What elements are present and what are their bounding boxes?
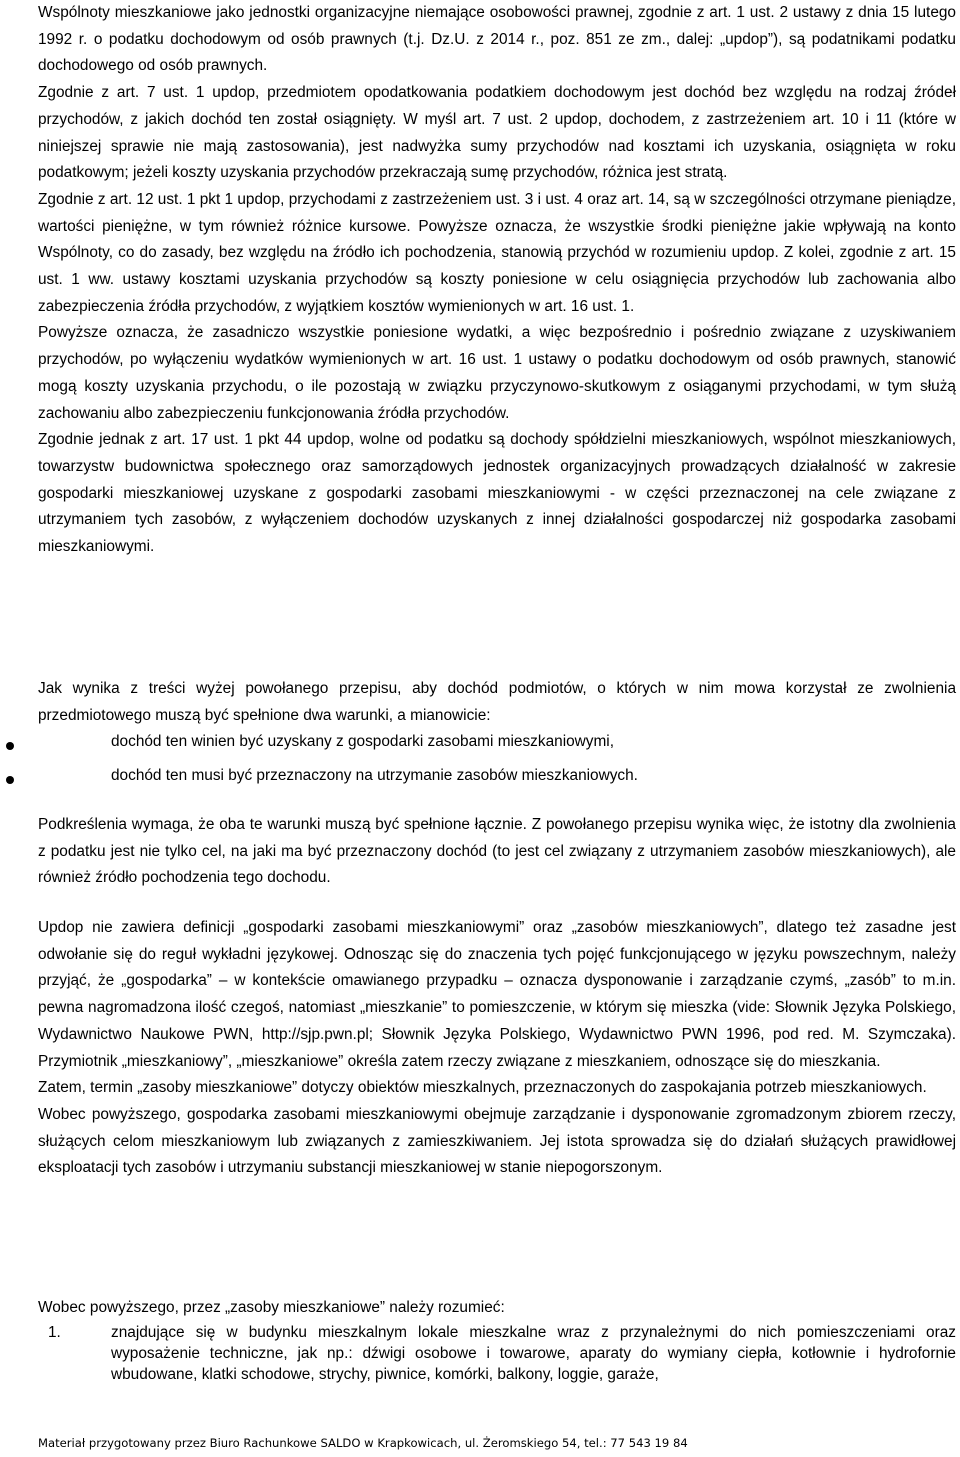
paragraph: Wspólnoty mieszkaniowe jako jednostki organizacyjne niemające osobowości prawnej, zgodnie z art. 1 ust. 2 ustawy z dnia 15 lutego 1992 r. o podatku dochodowym od osób prawnych (t.j. Dz.U. z 2014 r., poz. 851 ze zm., dalej: „updop”), są podatnikami podatku dochodowego od osób prawnych. — [38, 4, 956, 75]
list-item-text: dochód ten musi być przeznaczony na utrzymanie zasobów mieszkaniowych. — [111, 767, 638, 784]
list-item — [0, 766, 960, 800]
paragraph: Zgodnie jednak z art. 17 ust. 1 pkt 44 updop, wolne od podatku są dochody spółdzielni mieszkaniowych, wspólnot mieszkaniowych, towarzystw budownictwa społecznego oraz samorządowych jednostek organizacyjnych prowadzących działalność w zakresie gospodarki mieszkaniowej uzyskane z gospodarki zasobami mieszkaniowymi - w części przeznaczonej na cele związane z utrzymaniem tych zasobów, z wyłączeniem dochodów uzyskanych z innej działalności gospodarczej niż gospodarka zasobami mieszkaniowymi. — [38, 431, 956, 556]
paragraph: Updop nie zawiera definicji „gospodarki zasobami mieszkaniowymi” oraz „zasobów mieszkaniowych”, dlatego też zasadne jest odwołanie się do reguł wykładni językowej. Odnosząc się do znaczenia tych pojęć funkcjonującego w języku powszechnym, należy przyjąć, że „gospodarka” – w kontekście omawianego przypadku – oznacza dysponowanie i zarządzanie czymś, „zasób” to m.in. pewna nagromadzona ilość czegoś, natomiast „mieszkanie” to pomieszczenie, w którym się mieszka (vide: Słownik Języka Polskiego, Wydawnictwo Naukowe PWN, http://sjp.pwn.pl; Słownik Języka Polskiego, Wydawnictwo PWN 1996, pod red. M. Szymczaka). Przymiotnik „mieszkaniowy”, „mieszkaniowe” określa zatem rzeczy związane z mieszkaniem, odnoszące się do mieszkania. — [38, 919, 956, 1070]
numbered-list — [38, 1322, 956, 1385]
section-exemption-conditions — [38, 676, 956, 729]
paragraph: Zgodnie z art. 7 ust. 1 updop, przedmiotem opodatkowania podatkiem dochodowym jest dochód bez względu na rodzaj źródeł przychodów, z jakich dochód ten został osiągnięty. W myśl art. 7 ust. 2 updop, dochodem, z zastrzeżeniem art. 10 i 11 (które w niniejszej sprawie nie mają zastosowania), jest nadwyżka sumy przychodów nad kosztami ich uzyskania, osiągnięta w roku podatkowym; jeżeli koszty uzyskania przychodów przekraczają sumę przychodów, różnica jest stratą. — [38, 84, 956, 182]
section-definitions — [38, 915, 956, 1182]
list-item — [38, 1322, 956, 1385]
paragraph: Powyższe oznacza, że zasadniczo wszystkie poniesione wydatki, a więc bezpośrednio i pośrednio związane z uzyskiwaniem przychodów, po wyłączeniu wydatków wymienionych w art. 16 ust. 1 ustawy o podatku dochodowym od osób prawnych, stanowić mogą koszty uzyskania przychodu, o ile pozostają w związku przyczynowo-skutkowym z osiąganymi przychodami, w tym służą zachowaniu albo zabezpieczeniu funkcjonowania źródła przychodów. — [38, 324, 956, 422]
section-joint-conditions — [38, 812, 956, 892]
paragraph: Jak wynika z treści wyżej powołanego przepisu, aby dochód podmiotów, o których w nim mowa korzystał ze zwolnienia przedmiotowego muszą być spełnione dwa warunki, a mianowicie: — [38, 680, 956, 724]
bullet-list — [0, 732, 960, 800]
section-tax-basics — [38, 0, 956, 561]
paragraph: Zatem, termin „zasoby mieszkaniowe” dotyczy obiektów mieszkalnych, przeznaczonych do zaspokajania potrzeb mieszkaniowych. — [38, 1079, 927, 1097]
paragraph: Zgodnie z art. 12 ust. 1 pkt 1 updop, przychodami z zastrzeżeniem ust. 3 i ust. 4 oraz art. 14, są w szczególności otrzymane pieniądze, wartości pieniężne, w tym również różnice kursowe. Powyższe oznacza, że wszystkie środki pieniężne jakie wpływają na konto Wspólnoty, co do zasady, bez względu na źródło ich pochodzenia, stanowią przychód w rozumieniu updop. Z kolei, zgodnie z art. 15 ust. 1 ww. ustawy kosztami uzyskania przychodów są koszty poniesione w celu osiągnięcia przychodów lub zachowania albo zabezpieczenia źródła przychodów, z wyjątkiem kosztów wymienionych w art. 16 ust. 1. — [38, 190, 956, 315]
list-item-text: dochód ten winien być uzyskany z gospodarki zasobami mieszkaniowymi, — [111, 733, 614, 750]
list-item — [0, 732, 960, 766]
list-item-number: 1. — [48, 1324, 61, 1341]
section-resources-intro — [38, 1297, 956, 1319]
bullet-icon — [6, 776, 14, 784]
paragraph: Wobec powyższego, przez „zasoby mieszkaniowe” należy rozumieć: — [38, 1299, 505, 1316]
bullet-icon — [6, 742, 14, 750]
page-footer: Materiał przygotowany przez Biuro Rachunkowe SALDO w Krapkowicach, ul. Żeromskiego 54, tel.: 77 543 19 84 — [38, 1436, 688, 1450]
paragraph: Wobec powyższego, gospodarka zasobami mieszkaniowymi obejmuje zarządzanie i dysponowanie zgromadzonym zbiorem rzeczy, służących celom mieszkaniowym lub związanych z zamieszkiwaniem. Jej istota sprowadza się do działań służących prawidłowej eksploatacji tych zasobów i utrzymaniu substancji mieszkaniowej w stanie niepogorszonym. — [38, 1105, 956, 1177]
paragraph: Podkreślenia wymaga, że oba te warunki muszą być spełnione łącznie. Z powołanego przepisu wynika więc, że istotny dla zwolnienia z podatku jest nie tylko cel, na jaki ma być przeznaczony dochód (to jest cel związany z utrzymaniem zasobów mieszkaniowych), ale również źródło pochodzenia tego dochodu. — [38, 816, 956, 887]
list-item-text: znajdujące się w budynku mieszkalnym lokale mieszkalne wraz z przynależnymi do nich pomieszczeniami oraz wyposażenie techniczne, jak np.: dźwigi osobowe i towarowe, aparaty do wymiany ciepła, kotłownie i hydrofornie wbudowane, klatki schodowe, strychy, piwnice, komórki, balkony, loggie, garaże, — [111, 1324, 956, 1383]
